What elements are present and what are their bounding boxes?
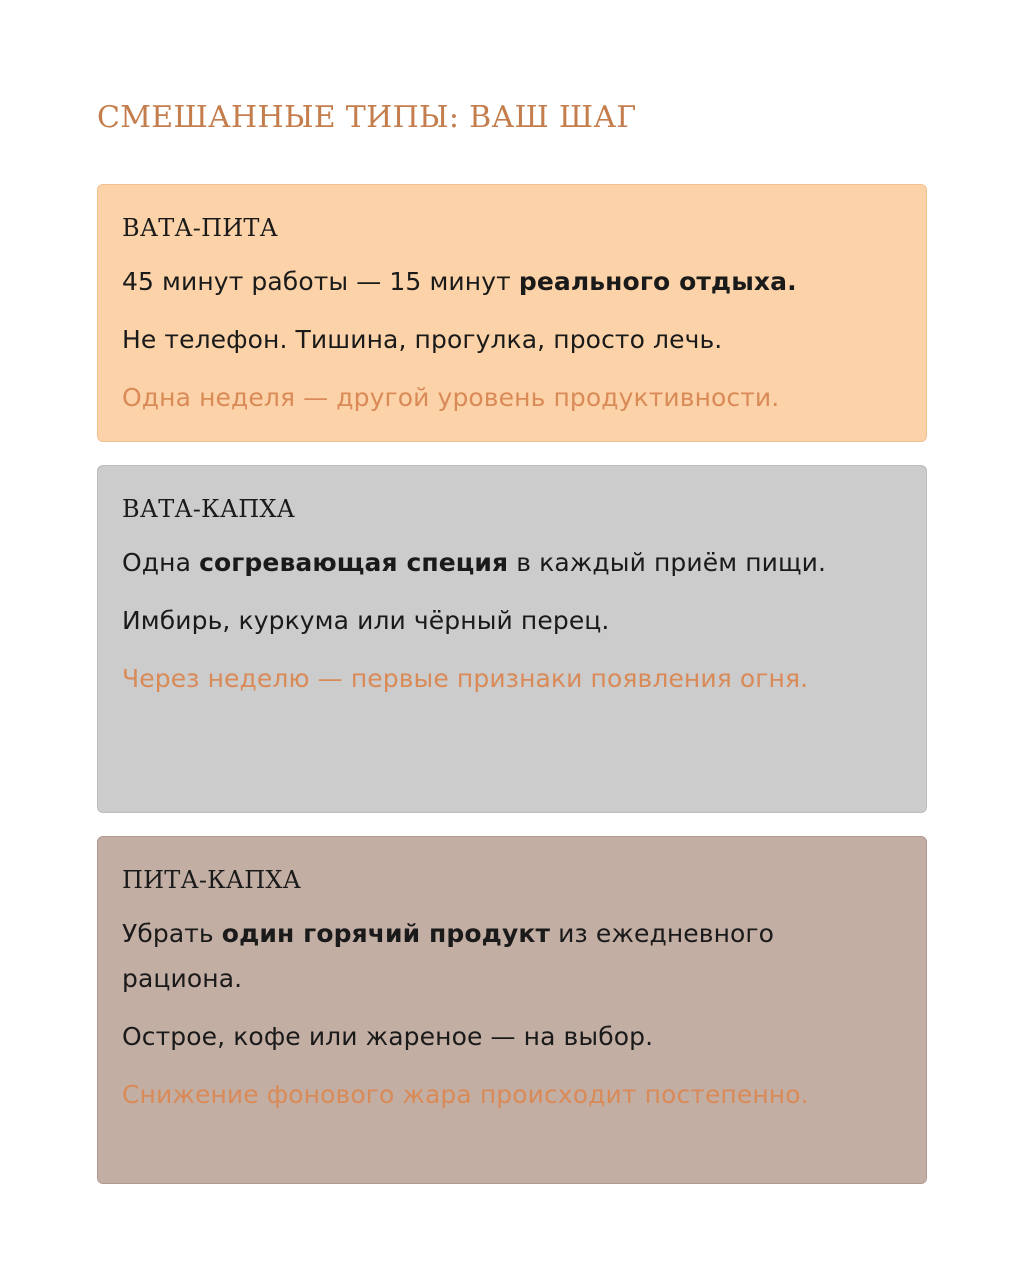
- card-main-text: [122, 259, 902, 304]
- main-text-start: 45 минут работы — 15 минут: [122, 267, 519, 296]
- card-result-text: Через неделю — первые признаки появления огня.: [122, 664, 809, 693]
- card-title: ВАТА-ПИТА: [122, 214, 278, 242]
- card-main-text: [122, 540, 902, 585]
- main-text-end: в каждый приём пищи.: [508, 548, 827, 577]
- main-text-emphasis: согревающая специя: [199, 548, 509, 577]
- card-detail-text: Острое, кофе или жареное — на выбор.: [122, 1022, 654, 1051]
- card-result-text: Одна неделя — другой уровень продуктивности.: [122, 383, 780, 412]
- page-title: СМЕШАННЫЕ ТИПЫ: ВАШ ШАГ: [97, 100, 637, 135]
- main-text-start: Убрать: [122, 919, 222, 948]
- main-text-end: из ежедневного рациона.: [122, 919, 775, 993]
- card-title: ВАТА-КАПХА: [122, 495, 296, 523]
- main-text-emphasis: реального отдыха.: [518, 267, 797, 296]
- card-result-text: Снижение фонового жара происходит постепенно.: [122, 1080, 809, 1109]
- card-vata-kapha: [97, 465, 927, 813]
- card-detail-text: Не телефон. Тишина, прогулка, просто лечь.: [122, 325, 723, 354]
- card-vata-pitta: [97, 184, 927, 442]
- card-main-text: [122, 911, 902, 1001]
- card-pitta-kapha: [97, 836, 927, 1184]
- card-title: ПИТА-КАПХА: [122, 866, 302, 894]
- card-detail-text: Имбирь, куркума или чёрный перец.: [122, 606, 610, 635]
- main-text-start: Одна: [122, 548, 200, 577]
- main-text-emphasis: один горячий продукт: [221, 919, 551, 948]
